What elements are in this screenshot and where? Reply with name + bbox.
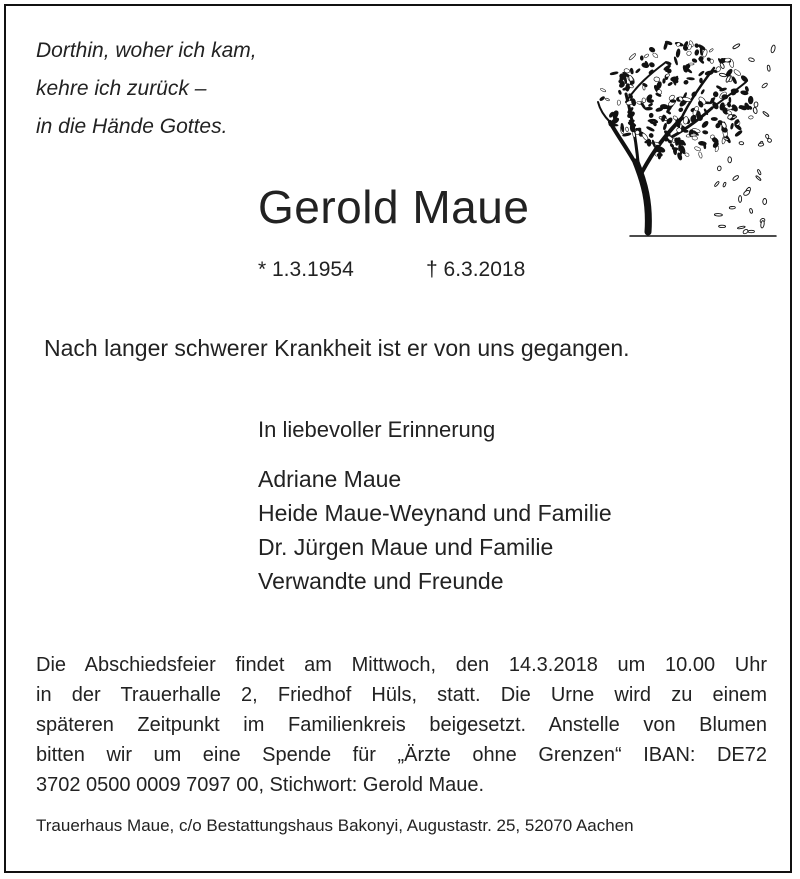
birth-date: * 1.3.1954 <box>258 258 354 281</box>
tree-icon <box>596 22 778 248</box>
deceased-name: Gerold Maue <box>258 181 530 233</box>
quote-line: kehre ich zurück – <box>36 77 207 100</box>
service-line: in der Trauerhalle 2, Friedhof Hüls, statt. Die Urne wird zu einem <box>36 684 767 706</box>
mourner: Adriane Maue <box>258 466 402 492</box>
quote-line: in die Hände Gottes. <box>36 115 228 138</box>
service-line: bitten wir um eine Spende für „Ärzte ohne Grenzen“ IBAN: DE72 <box>36 744 767 766</box>
mourner: Verwandte und Freunde <box>258 568 504 594</box>
service-line: Die Abschiedsfeier findet am Mittwoch, den 14.3.2018 um 10.00 Uhr <box>36 654 767 676</box>
memory-heading: In liebevoller Erinnerung <box>258 417 496 442</box>
mourner: Heide Maue-Weynand und Familie <box>258 500 612 526</box>
service-details <box>36 650 767 800</box>
death-date: † 6.3.2018 <box>426 258 526 281</box>
mourner: Dr. Jürgen Maue und Familie <box>258 534 554 560</box>
funeral-home-address: Trauerhaus Maue, c/o Bestattungshaus Bakonyi, Augustastr. 25, 52070 Aachen <box>36 816 634 835</box>
mourners-list <box>258 462 612 598</box>
death-notice: Nach langer schwerer Krankheit ist er von uns gegangen. <box>44 335 630 361</box>
service-line: späteren Zeitpunkt im Familienkreis beigesetzt. Anstelle von Blumen <box>36 714 767 736</box>
service-line: 3702 0500 0009 7097 00, Stichwort: Gerold Maue. <box>36 774 485 796</box>
quote <box>36 32 257 146</box>
quote-line: Dorthin, woher ich kam, <box>36 39 257 62</box>
